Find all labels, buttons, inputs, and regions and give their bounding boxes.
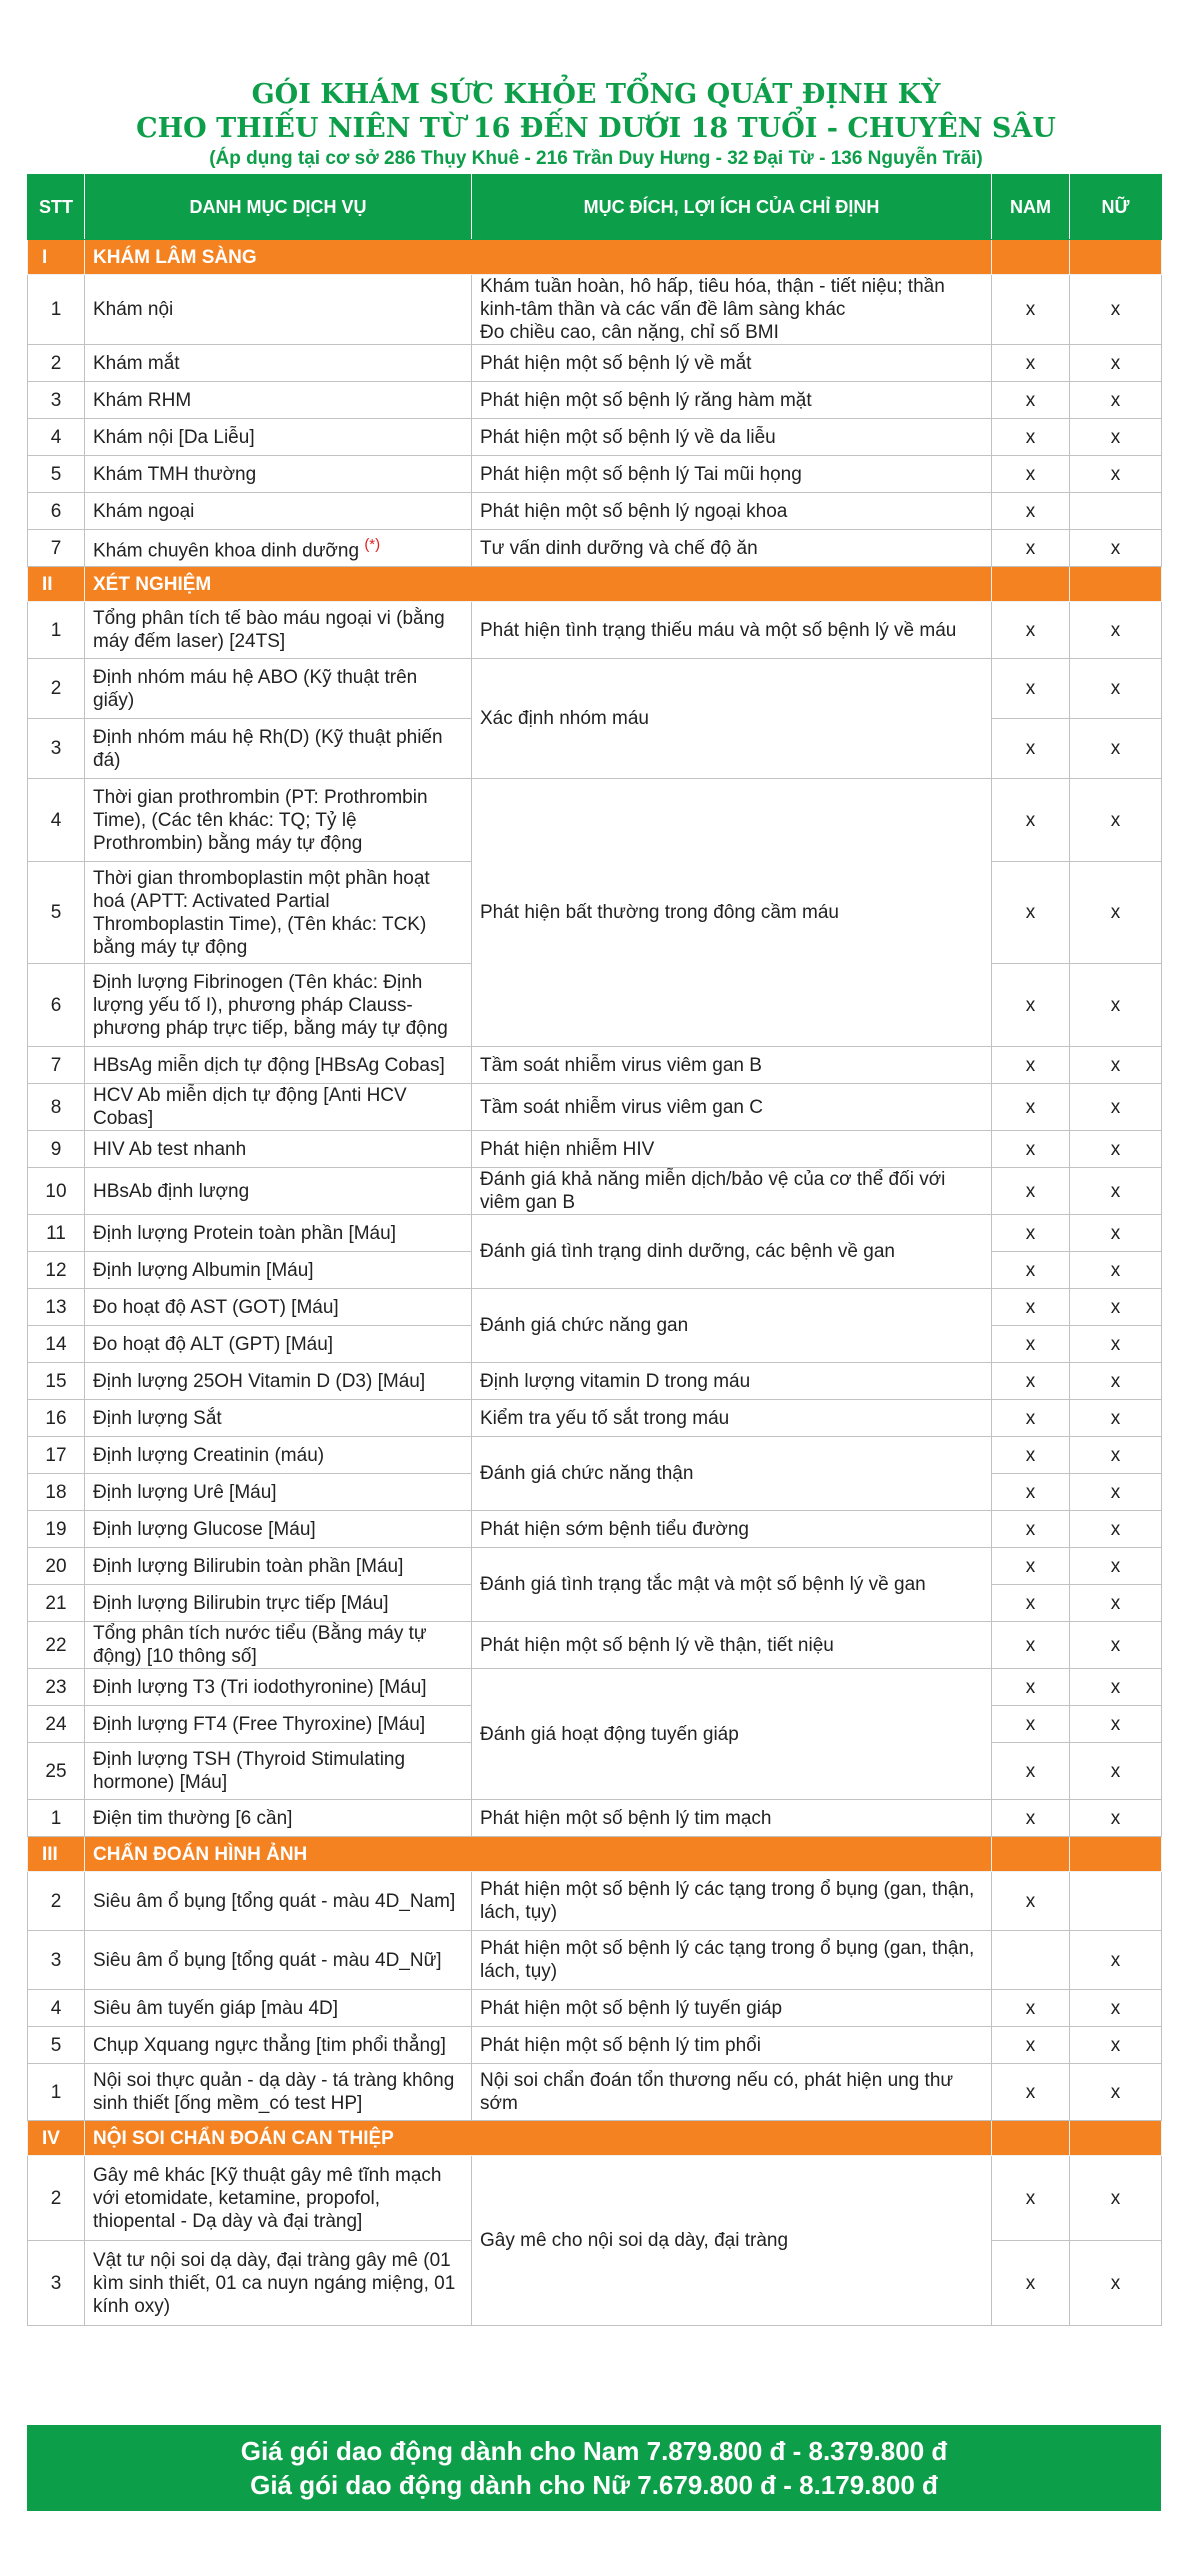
row-male-mark: x <box>992 602 1070 659</box>
row-stt: 24 <box>28 1706 85 1743</box>
row-service-name <box>85 382 472 419</box>
row-male-mark: x <box>992 493 1070 530</box>
row-purpose: Phát hiện sớm bệnh tiểu đường <box>472 1511 992 1548</box>
service-name-text: Định lượng Protein toàn phần [Máu] <box>93 1222 396 1244</box>
row-male-mark: x <box>992 530 1070 567</box>
row-male-mark: x <box>992 964 1070 1047</box>
row-service-name <box>85 964 472 1047</box>
row-service-name <box>85 1669 472 1706</box>
row-female-mark: x <box>1070 275 1162 345</box>
service-name-text: Định lượng T3 (Tri iodothyronine) [Máu] <box>93 1676 427 1698</box>
table-row <box>28 1131 1162 1168</box>
row-female-mark: x <box>1070 530 1162 567</box>
row-female-mark: x <box>1070 1990 1162 2027</box>
row-stt: 15 <box>28 1363 85 1400</box>
row-female-mark: x <box>1070 1047 1162 1084</box>
row-male-mark: x <box>992 779 1070 862</box>
row-stt: 14 <box>28 1326 85 1363</box>
service-name-text: Khám mắt <box>93 352 180 374</box>
row-purpose: Phát hiện một số bệnh lý tim mạch <box>472 1800 992 1837</box>
row-service-name <box>85 1084 472 1131</box>
section-female-cell <box>1070 2121 1162 2156</box>
service-name-text: Tổng phân tích tế bào máu ngoại vi (bằng máy đếm laser) [24TS] <box>93 608 445 652</box>
row-service-name <box>85 2064 472 2121</box>
title-line-1: GÓI KHÁM SỨC KHỎE TỔNG QUÁT ĐỊNH KỲ <box>251 79 941 110</box>
row-male-mark: x <box>992 275 1070 345</box>
price-female: Giá gói dao động dành cho Nữ 7.679.800 đ - 8.179.800 đ <box>250 2470 938 2500</box>
service-name-text: Định nhóm máu hệ ABO (Kỹ thuật trên giấy) <box>93 666 418 711</box>
row-stt: 22 <box>28 1622 85 1669</box>
row-service-name <box>85 779 472 862</box>
service-name-text: Định lượng Fibrinogen (Tên khác: Định lượng yếu tố I), phương pháp Clauss-phương pháp trực tiếp, bằng máy tự động <box>93 971 448 1039</box>
row-service-name <box>85 1585 472 1622</box>
row-female-mark: x <box>1070 659 1162 719</box>
row-female-mark: x <box>1070 456 1162 493</box>
section-title: CHẨN ĐOÁN HÌNH ẢNH <box>85 1837 992 1872</box>
col-header-service: DANH MỤC DỊCH VỤ <box>85 175 472 240</box>
row-purpose: Phát hiện bất thường trong đông cầm máu <box>472 779 992 1047</box>
row-purpose: Đánh giá tình trạng dinh dưỡng, các bệnh về gan <box>472 1215 992 1289</box>
row-service-name <box>85 862 472 964</box>
row-female-mark: x <box>1070 1131 1162 1168</box>
row-male-mark: x <box>992 1800 1070 1837</box>
section-number: IV <box>28 2121 85 2156</box>
service-name-text: Định lượng Glucose [Máu] <box>93 1518 316 1540</box>
service-name-text: Khám ngoại <box>93 500 195 522</box>
row-service-name <box>85 1289 472 1326</box>
table-row <box>28 456 1162 493</box>
row-female-mark: x <box>1070 1252 1162 1289</box>
section-female-cell <box>1070 240 1162 275</box>
col-header-purpose: MỤC ĐÍCH, LỢI ÍCH CỦA CHỈ ĐỊNH <box>472 175 992 240</box>
row-female-mark: x <box>1070 419 1162 456</box>
page-header <box>0 78 1192 171</box>
col-header-female: NỮ <box>1070 175 1162 240</box>
service-name-text: Khám chuyên khoa dinh dưỡng <box>93 540 360 562</box>
table-row <box>28 382 1162 419</box>
row-purpose: Định lượng vitamin D trong máu <box>472 1363 992 1400</box>
row-female-mark: x <box>1070 862 1162 964</box>
row-purpose: Phát hiện một số bệnh lý tim phổi <box>472 2027 992 2064</box>
row-male-mark: x <box>992 1437 1070 1474</box>
row-female-mark: x <box>1070 1289 1162 1326</box>
service-name-text: Định lượng Bilirubin toàn phần [Máu] <box>93 1555 404 1577</box>
service-name-text: Siêu âm tuyến giáp [màu 4D] <box>93 1997 339 2019</box>
row-service-name <box>85 275 472 345</box>
row-purpose: Phát hiện một số bệnh lý Tai mũi họng <box>472 456 992 493</box>
table-row <box>28 1047 1162 1084</box>
section-male-cell <box>992 2121 1070 2156</box>
row-female-mark: x <box>1070 779 1162 862</box>
row-purpose: Phát hiện một số bệnh lý các tạng trong ổ bụng (gan, thận, lách, tụy) <box>472 1931 992 1990</box>
row-stt: 17 <box>28 1437 85 1474</box>
row-stt: 4 <box>28 1990 85 2027</box>
row-stt: 3 <box>28 719 85 779</box>
row-female-mark: x <box>1070 1437 1162 1474</box>
row-stt: 3 <box>28 1931 85 1990</box>
service-name-text: Định lượng Sắt <box>93 1407 222 1429</box>
section-male-cell <box>992 567 1070 602</box>
section-female-cell <box>1070 1837 1162 1872</box>
row-purpose: Phát hiện một số bệnh lý về thận, tiết niệu <box>472 1622 992 1669</box>
table-row <box>28 1622 1162 1669</box>
row-male-mark: x <box>992 1215 1070 1252</box>
row-stt: 3 <box>28 2241 85 2326</box>
row-service-name <box>85 1872 472 1931</box>
row-purpose: Khám tuần hoàn, hô hấp, tiêu hóa, thận - tiết niệu; thần kinh-tâm thần và các vấn đề lâm sàng khác Đo chiều cao, cân nặng, chỉ số BMI <box>472 275 992 345</box>
service-name-text: HBsAb định lượng <box>93 1180 250 1202</box>
row-male-mark: x <box>992 1363 1070 1400</box>
row-male-mark: x <box>992 1743 1070 1800</box>
col-header-stt: STT <box>28 175 85 240</box>
row-service-name <box>85 1400 472 1437</box>
row-service-name <box>85 530 472 567</box>
table-row <box>28 1400 1162 1437</box>
table-row <box>28 2064 1162 2121</box>
service-name-text: Định lượng Urê [Máu] <box>93 1481 277 1503</box>
row-service-name <box>85 345 472 382</box>
section-row <box>28 567 1162 602</box>
row-female-mark: x <box>1070 1168 1162 1215</box>
row-purpose: Phát hiện một số bệnh lý các tạng trong ổ bụng (gan, thận, lách, tụy) <box>472 1872 992 1931</box>
table-row <box>28 419 1162 456</box>
row-purpose: Đánh giá hoạt động tuyến giáp <box>472 1669 992 1800</box>
row-male-mark: x <box>992 2064 1070 2121</box>
service-name-text: Khám TMH thường <box>93 463 257 485</box>
row-female-mark: x <box>1070 1622 1162 1669</box>
table-row <box>28 1168 1162 1215</box>
row-male-mark: x <box>992 345 1070 382</box>
row-female-mark: x <box>1070 2156 1162 2241</box>
table-row <box>28 1289 1162 1326</box>
service-name-text: Khám nội [Da Liễu] <box>93 426 255 448</box>
row-service-name <box>85 659 472 719</box>
row-service-name <box>85 2027 472 2064</box>
row-stt: 19 <box>28 1511 85 1548</box>
section-title: XÉT NGHIỆM <box>85 567 992 602</box>
table-row <box>28 1931 1162 1990</box>
table-row <box>28 602 1162 659</box>
row-male-mark: x <box>992 2241 1070 2326</box>
row-stt: 18 <box>28 1474 85 1511</box>
table-row <box>28 2027 1162 2064</box>
row-stt: 4 <box>28 419 85 456</box>
row-service-name <box>85 1622 472 1669</box>
row-male-mark: x <box>992 862 1070 964</box>
row-stt: 25 <box>28 1743 85 1800</box>
row-female-mark: x <box>1070 382 1162 419</box>
section-row <box>28 1837 1162 1872</box>
table-body <box>28 240 1162 2326</box>
row-service-name <box>85 719 472 779</box>
row-service-name <box>85 1706 472 1743</box>
service-name-text: HCV Ab miễn dịch tự động [Anti HCV Cobas] <box>93 1085 407 1129</box>
row-male-mark: x <box>992 2027 1070 2064</box>
row-stt: 16 <box>28 1400 85 1437</box>
row-stt: 8 <box>28 1084 85 1131</box>
row-service-name <box>85 1931 472 1990</box>
row-purpose: Phát hiện tình trạng thiếu máu và một số bệnh lý về máu <box>472 602 992 659</box>
row-female-mark: x <box>1070 2241 1162 2326</box>
row-purpose: Phát hiện một số bệnh lý tuyến giáp <box>472 1990 992 2027</box>
row-stt: 6 <box>28 964 85 1047</box>
row-stt: 12 <box>28 1252 85 1289</box>
service-name-text: Siêu âm ổ bụng [tổng quát - màu 4D_Nữ] <box>93 1949 442 1971</box>
row-female-mark: x <box>1070 1215 1162 1252</box>
row-male-mark: x <box>992 1622 1070 1669</box>
section-number: II <box>28 567 85 602</box>
row-male-mark: x <box>992 1289 1070 1326</box>
row-stt: 5 <box>28 456 85 493</box>
row-service-name <box>85 1990 472 2027</box>
service-name-text: Định lượng Albumin [Máu] <box>93 1259 314 1281</box>
service-name-text: Điện tim thường [6 cần] <box>93 1807 293 1829</box>
service-table-wrapper <box>27 174 1161 2326</box>
row-service-name <box>85 602 472 659</box>
row-service-name <box>85 1800 472 1837</box>
row-stt: 2 <box>28 1872 85 1931</box>
row-purpose: Tầm soát nhiễm virus viêm gan B <box>472 1047 992 1084</box>
table-row <box>28 1363 1162 1400</box>
row-male-mark: x <box>992 1511 1070 1548</box>
row-stt: 2 <box>28 659 85 719</box>
row-service-name <box>85 1326 472 1363</box>
row-male-mark: x <box>992 1706 1070 1743</box>
table-row <box>28 345 1162 382</box>
row-purpose: Gây mê cho nội soi dạ dày, đại tràng <box>472 2156 992 2326</box>
section-row <box>28 240 1162 275</box>
row-male-mark: x <box>992 1548 1070 1585</box>
service-name-text: Vật tư nội soi dạ dày, đại tràng gây mê (01 kìm sinh thiết, 01 ca nuyn ngáng miệng, 01 kính oxy) <box>93 2249 456 2317</box>
table-row <box>28 275 1162 345</box>
table-row <box>28 1669 1162 1706</box>
table-row <box>28 493 1162 530</box>
row-purpose: Đánh giá khả năng miễn dịch/bảo vệ của cơ thể đối với viêm gan B <box>472 1168 992 1215</box>
row-male-mark: x <box>992 1872 1070 1931</box>
table-row <box>28 1084 1162 1131</box>
row-male-mark: x <box>992 1047 1070 1084</box>
table-row <box>28 1872 1162 1931</box>
section-female-cell <box>1070 567 1162 602</box>
row-purpose: Kiểm tra yếu tố sắt trong máu <box>472 1400 992 1437</box>
row-female-mark: x <box>1070 1585 1162 1622</box>
service-name-text: Định lượng TSH (Thyroid Stimulating hormone) [Máu] <box>93 1749 406 1793</box>
row-male-mark: x <box>992 1400 1070 1437</box>
row-service-name <box>85 1131 472 1168</box>
row-female-mark: x <box>1070 1326 1162 1363</box>
row-male-mark <box>992 1931 1070 1990</box>
service-name-text: Khám nội <box>93 299 174 320</box>
table-row <box>28 1437 1162 1474</box>
row-male-mark: x <box>992 456 1070 493</box>
locations-subtitle: (Áp dụng tại cơ sở 286 Thụy Khuê - 216 Trần Duy Hưng - 32 Đại Từ - 136 Nguyễn Trãi) <box>209 148 983 169</box>
row-female-mark: x <box>1070 1400 1162 1437</box>
table-row <box>28 1511 1162 1548</box>
row-female-mark: x <box>1070 719 1162 779</box>
row-female-mark: x <box>1070 2064 1162 2121</box>
row-stt: 1 <box>28 1800 85 1837</box>
row-service-name <box>85 1474 472 1511</box>
row-stt: 20 <box>28 1548 85 1585</box>
table-row <box>28 779 1162 862</box>
footnote-mark: (*) <box>364 536 381 554</box>
service-name-text: Định lượng FT4 (Free Thyroxine) [Máu] <box>93 1713 426 1735</box>
row-purpose: Tầm soát nhiễm virus viêm gan C <box>472 1084 992 1131</box>
price-footer <box>27 2425 1161 2511</box>
row-female-mark: x <box>1070 1548 1162 1585</box>
row-male-mark: x <box>992 1474 1070 1511</box>
row-purpose: Đánh giá tình trạng tắc mật và một số bệnh lý về gan <box>472 1548 992 1622</box>
row-service-name <box>85 493 472 530</box>
row-stt: 9 <box>28 1131 85 1168</box>
service-name-text: Gây mê khác [Kỹ thuật gây mê tĩnh mạch với etomidate, ketamine, propofol, thiopental - Dạ dày và đại tràng] <box>93 2164 442 2232</box>
row-stt: 1 <box>28 602 85 659</box>
row-stt: 4 <box>28 779 85 862</box>
table-row <box>28 1215 1162 1252</box>
row-male-mark: x <box>992 1168 1070 1215</box>
row-purpose: Phát hiện nhiễm HIV <box>472 1131 992 1168</box>
row-female-mark: x <box>1070 1511 1162 1548</box>
row-male-mark: x <box>992 2156 1070 2241</box>
row-purpose: Phát hiện một số bệnh lý răng hàm mặt <box>472 382 992 419</box>
row-stt: 2 <box>28 345 85 382</box>
section-title: KHÁM LÂM SÀNG <box>85 240 992 275</box>
row-stt: 1 <box>28 275 85 345</box>
row-female-mark <box>1070 493 1162 530</box>
table-row <box>28 1548 1162 1585</box>
table-row <box>28 2156 1162 2241</box>
row-female-mark: x <box>1070 1800 1162 1837</box>
row-service-name <box>85 1743 472 1800</box>
row-service-name <box>85 1252 472 1289</box>
section-title: NỘI SOI CHẨN ĐOÁN CAN THIỆP <box>85 2121 992 2156</box>
row-purpose: Đánh giá chức năng thận <box>472 1437 992 1511</box>
row-service-name <box>85 456 472 493</box>
row-stt: 7 <box>28 1047 85 1084</box>
row-service-name <box>85 1215 472 1252</box>
row-service-name <box>85 1168 472 1215</box>
row-female-mark: x <box>1070 1706 1162 1743</box>
row-service-name <box>85 1047 472 1084</box>
row-female-mark: x <box>1070 964 1162 1047</box>
service-name-text: Thời gian prothrombin (PT: Prothrombin Time), (Các tên khác: TQ; Tỷ lệ Prothrombin) bằng máy tự động <box>93 786 428 854</box>
row-female-mark: x <box>1070 1474 1162 1511</box>
row-stt: 21 <box>28 1585 85 1622</box>
row-purpose: Đánh giá chức năng gan <box>472 1289 992 1363</box>
row-male-mark: x <box>992 1669 1070 1706</box>
service-name-text: Đo hoạt độ AST (GOT) [Máu] <box>93 1296 339 1318</box>
row-service-name <box>85 419 472 456</box>
service-name-text: Khám RHM <box>93 389 192 411</box>
table-row <box>28 1800 1162 1837</box>
service-table <box>27 174 1162 2326</box>
row-service-name <box>85 1363 472 1400</box>
row-service-name <box>85 2156 472 2241</box>
service-name-text: Định nhóm máu hệ Rh(D) (Kỹ thuật phiến đá) <box>93 726 443 771</box>
service-name-text: Chụp Xquang ngực thẳng [tim phổi thẳng] <box>93 2034 446 2056</box>
section-male-cell <box>992 240 1070 275</box>
table-row <box>28 659 1162 719</box>
row-purpose: Phát hiện một số bệnh lý ngoại khoa <box>472 493 992 530</box>
service-name-text: Tổng phân tích nước tiểu (Bằng máy tự động) [10 thông số] <box>93 1623 427 1667</box>
row-male-mark: x <box>992 1252 1070 1289</box>
row-stt: 2 <box>28 2156 85 2241</box>
row-male-mark: x <box>992 419 1070 456</box>
section-number: III <box>28 1837 85 1872</box>
price-male: Giá gói dao động dành cho Nam 7.879.800 đ - 8.379.800 đ <box>240 2436 948 2466</box>
row-stt: 13 <box>28 1289 85 1326</box>
row-purpose: Tư vấn dinh dưỡng và chế độ ăn <box>472 530 992 567</box>
row-female-mark: x <box>1070 1669 1162 1706</box>
service-name-text: Định lượng Bilirubin trực tiếp [Máu] <box>93 1592 389 1614</box>
row-stt: 5 <box>28 862 85 964</box>
row-female-mark: x <box>1070 345 1162 382</box>
service-name-text: Đo hoạt độ ALT (GPT) [Máu] <box>93 1333 334 1355</box>
row-service-name <box>85 1437 472 1474</box>
row-stt: 10 <box>28 1168 85 1215</box>
row-male-mark: x <box>992 382 1070 419</box>
service-name-text: Nội soi thực quản - dạ dày - tá tràng không sinh thiết [ống mềm_có test HP] <box>93 2070 455 2114</box>
row-stt: 1 <box>28 2064 85 2121</box>
row-male-mark: x <box>992 1326 1070 1363</box>
section-male-cell <box>992 1837 1070 1872</box>
section-number: I <box>28 240 85 275</box>
row-female-mark: x <box>1070 1084 1162 1131</box>
section-row <box>28 2121 1162 2156</box>
row-male-mark: x <box>992 1131 1070 1168</box>
table-row <box>28 1990 1162 2027</box>
row-male-mark: x <box>992 719 1070 779</box>
row-male-mark: x <box>992 659 1070 719</box>
row-purpose: Phát hiện một số bệnh lý về mắt <box>472 345 992 382</box>
row-stt: 7 <box>28 530 85 567</box>
row-stt: 6 <box>28 493 85 530</box>
row-female-mark: x <box>1070 1363 1162 1400</box>
row-male-mark: x <box>992 1084 1070 1131</box>
service-name-text: Định lượng 25OH Vitamin D (D3) [Máu] <box>93 1370 426 1392</box>
service-name-text: HIV Ab test nhanh <box>93 1138 247 1160</box>
col-header-male: NAM <box>992 175 1070 240</box>
row-service-name <box>85 1511 472 1548</box>
row-stt: 23 <box>28 1669 85 1706</box>
row-female-mark: x <box>1070 602 1162 659</box>
row-female-mark: x <box>1070 1743 1162 1800</box>
table-header-row <box>28 175 1162 240</box>
row-male-mark: x <box>992 1990 1070 2027</box>
row-purpose: Phát hiện một số bệnh lý về da liễu <box>472 419 992 456</box>
row-service-name <box>85 1548 472 1585</box>
row-stt: 3 <box>28 382 85 419</box>
row-purpose: Xác định nhóm máu <box>472 659 992 779</box>
table-row <box>28 530 1162 567</box>
service-name-text: Thời gian thromboplastin một phần hoạt hoá (APTT: Activated Partial Thromboplastin Time), (Tên khác: TCK) bằng máy tự động <box>93 867 430 958</box>
service-name-text: Định lượng Creatinin (máu) <box>93 1444 325 1466</box>
row-stt: 11 <box>28 1215 85 1252</box>
service-name-text: HBsAg miễn dịch tự động [HBsAg Cobas] <box>93 1054 445 1076</box>
title-line-2: CHO THIẾU NIÊN TỪ 16 ĐẾN DƯỚI 18 TUỔI - CHUYÊN SÂU <box>136 113 1056 144</box>
row-service-name <box>85 2241 472 2326</box>
row-female-mark <box>1070 1872 1162 1931</box>
row-female-mark: x <box>1070 1931 1162 1990</box>
service-name-text: Siêu âm ổ bụng [tổng quát - màu 4D_Nam] <box>93 1890 456 1912</box>
row-male-mark: x <box>992 1585 1070 1622</box>
row-female-mark: x <box>1070 2027 1162 2064</box>
row-stt: 5 <box>28 2027 85 2064</box>
row-purpose: Nội soi chẩn đoán tổn thương nếu có, phát hiện ung thư sớm <box>472 2064 992 2121</box>
